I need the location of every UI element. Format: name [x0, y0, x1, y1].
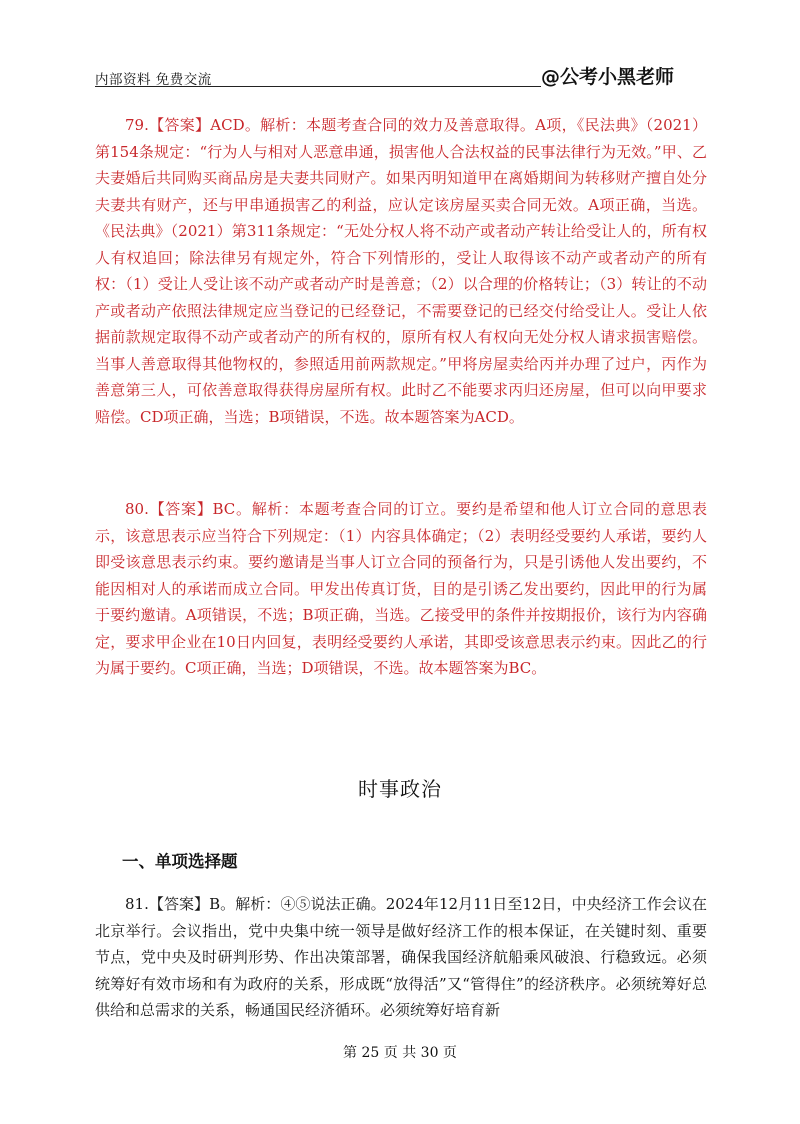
answer-80: 80.【答案】BC。解析：本题考查合同的订立。要约是希望和他人订立合同的意思表示，该意思表示应当符合下列规定：（1）内容具体确定；（2）表明经受要约人承诺，要约人即受该意思表示约束。要约邀请是当事人订立合同的预备行为，只是引诱他人发出要约，不能因相对人的承诺而成立合同。甲发出传真订货，目的是引诱乙发出要约，因此甲的行为属于要约邀请。A项错误，不选；B项正确，当选。乙接受甲的条件并按期报价，该行为内容确定，要求甲企业在10日内回复，表明经受要约人承诺，其即受该意思表示约束。因此乙的行为属于要约。C项正确，当选；D项错误，不选。故本题答案为BC。 [95, 500, 707, 677]
page-header [95, 62, 705, 88]
header-brand-text: @公考小黑老师 [541, 66, 675, 88]
header-left-text: 内部资料 免费交流 [95, 72, 212, 88]
section-title: 时事政治 [358, 777, 442, 801]
answer-79: 79.【答案】ACD。解析：本题考查合同的效力及善意取得。A项，《民法典》（2021）第154条规定：“行为人与相对人恶意串通，损害他人合法权益的民事法律行为无效。”甲、乙夫妻婚后共同购买商品房是夫妻共同财产。如果丙明知道甲在离婚期间为转移财产擅自处分夫妻共有财产，还与甲串通损害乙的利益，应认定该房屋买卖合同无效。A项正确，当选。《民法典》（2021）第311条规定：“无处分权人将不动产或者动产转让给受让人的，所有权人有权追回；除法律另有规定外，符合下列情形的，受让人取得该不动产或者动产的所有权：（1）受让人受让该不动产或者动产时是善意；（2）以合理的价格转让；（3）转让的不动产或者动产依照法律规定应当登记的已经登记，不需要登记的已经交付给受让人。受让人依据前款规定取得不动产或者动产的所有权的，原所有权人有权向无处分权人请求损害赔偿。当事人善意取得其他物权的，参照适用前两款规定。”甲将房屋卖给丙并办理了过户，丙作为善意第三人，可依善意取得获得房屋所有权。此时乙不能要求丙归还房屋，但可以向甲要求赔偿。CD项正确，当选；B项错误，不选。故本题答案为ACD。 [95, 116, 707, 426]
section-subtitle: 一、单项选择题 [122, 852, 238, 871]
page-number: 第 25 页 共 30 页 [343, 1045, 457, 1061]
answer-81: 81.【答案】B。解析：④⑤说法正确。2024年12月11日至12日，中央经济工作会议在北京举行。会议指出，党中央集中统一领导是做好经济工作的根本保证，在关键时刻、重要节点，党中央及时研判形势、作出决策部署，确保我国经济航船乘风破浪、行稳致远。必须统筹好有效市场和有为政府的关系，形成既“放得活”又“管得住”的经济秩序。必须统筹好总供给和总需求的关系，畅通国民经济循环。必须统筹好培育新 [95, 895, 707, 1019]
header-divider [95, 86, 541, 87]
